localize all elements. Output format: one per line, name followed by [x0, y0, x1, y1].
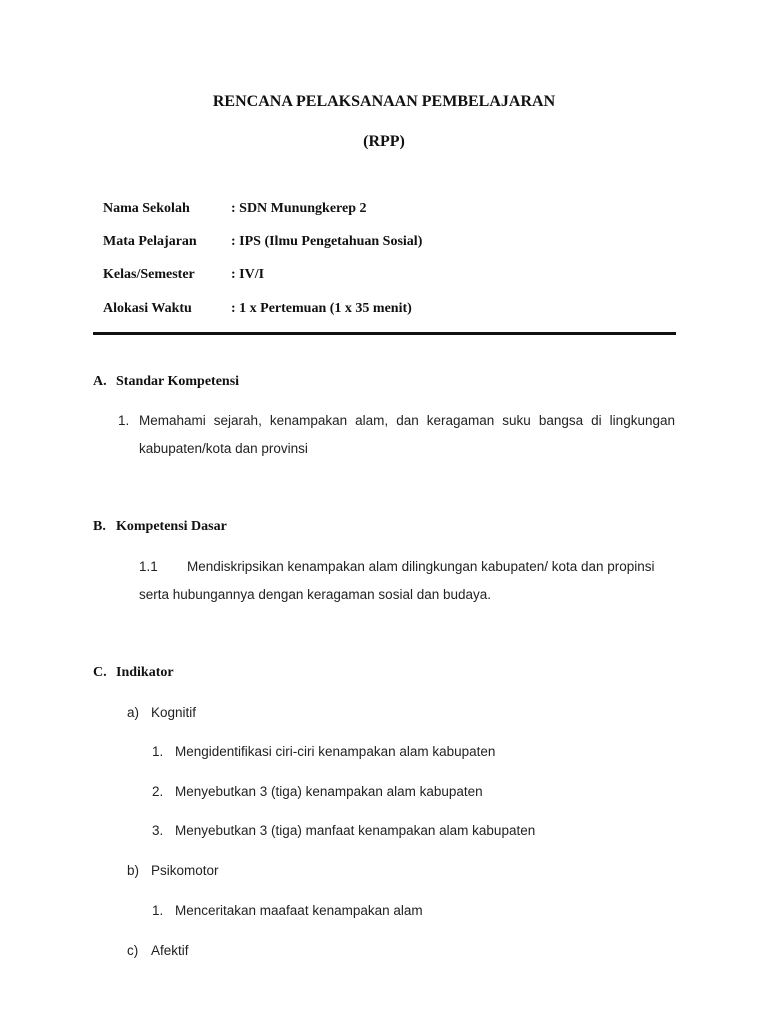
section-c-letter: C.	[93, 665, 107, 680]
document-title: RENCANA PELAKSANAAN PEMBELAJARAN	[212, 93, 556, 110]
info-value-subject: : IPS (Ilmu Pengetahuan Sosial)	[231, 234, 423, 249]
list-item: Menyebutkan 3 (tiga) manfaat kenampakan alam kabupaten	[175, 823, 536, 838]
list-item: Menyebutkan 3 (tiga) kenampakan alam kabupaten	[175, 784, 483, 799]
info-value-class: : IV/I	[231, 267, 265, 282]
section-b-item-number: 1.1	[139, 559, 158, 574]
indikator-group-label: Psikomotor	[151, 863, 219, 878]
info-label-class: Kelas/Semester	[103, 267, 195, 282]
header-divider	[93, 332, 676, 335]
info-label-school: Nama Sekolah	[103, 201, 190, 216]
list-item-number: 3.	[152, 823, 164, 838]
list-item-number: 1.	[152, 744, 164, 759]
section-a-item-line2: kabupaten/kota dan provinsi	[139, 441, 308, 456]
indikator-group-marker: c)	[127, 943, 139, 958]
section-b-letter: B.	[93, 519, 106, 534]
indikator-group-label: Afektif	[151, 943, 189, 958]
info-label-subject: Mata Pelajaran	[103, 234, 197, 249]
section-b-title: Kompetensi Dasar	[116, 519, 227, 534]
list-item: Mengidentifikasi ciri-ciri kenampakan alam kabupaten	[175, 744, 496, 759]
document-subtitle: (RPP)	[363, 133, 405, 150]
section-b-item-line2: serta hubungannya dengan keragaman sosial dan budaya.	[139, 587, 492, 602]
info-value-school: : SDN Munungkerep 2	[231, 201, 367, 216]
info-value-time: : 1 x Pertemuan (1 x 35 menit)	[231, 301, 412, 316]
section-c-title: Indikator	[116, 665, 174, 680]
indikator-group-marker: b)	[127, 863, 140, 878]
section-a-item-number: 1.	[118, 413, 130, 428]
list-item-number: 1.	[152, 903, 164, 918]
section-a-letter: A.	[93, 374, 107, 389]
list-item-number: 2.	[152, 784, 164, 799]
section-a-item-line1: Memahami sejarah, kenampakan alam, dan keragaman suku bangsa di lingkungan	[139, 413, 675, 428]
list-item: Menceritakan maafaat kenampakan alam	[175, 903, 423, 918]
indikator-group-label: Kognitif	[151, 705, 197, 720]
indikator-group-marker: a)	[127, 705, 140, 720]
section-a-title: Standar Kompetensi	[116, 374, 240, 389]
info-label-time: Alokasi Waktu	[103, 301, 192, 316]
section-b-item-line1: Mendiskripsikan kenampakan alam dilingkungan kabupaten/ kota dan propinsi	[187, 559, 655, 574]
